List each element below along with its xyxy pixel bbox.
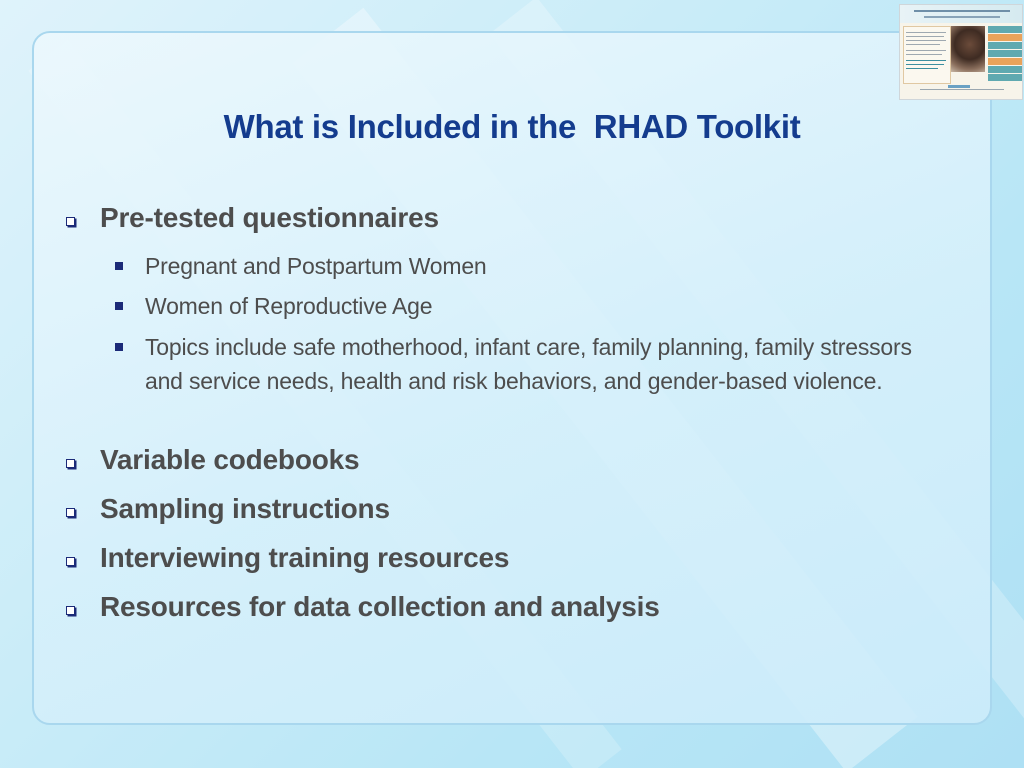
thumbnail-menu-item	[988, 58, 1022, 65]
thumbnail-text-line	[906, 68, 938, 69]
filled-square-bullet-icon	[115, 302, 123, 310]
thumbnail-text-line	[906, 32, 946, 33]
thumbnail-title-line	[914, 10, 1010, 12]
thumbnail-text-line	[906, 36, 944, 37]
thumbnail-text-line	[906, 54, 942, 55]
thumbnail-menu-item	[988, 26, 1022, 33]
square-bullet-icon	[66, 217, 75, 226]
thumbnail-footer-line	[920, 89, 1004, 90]
thumbnail-menu-item	[988, 42, 1022, 49]
bullet-pre-tested-questionnaires: Pre-tested questionnaires	[100, 202, 439, 233]
bullet-sampling-instructions: Sampling instructions	[100, 493, 390, 524]
thumbnail-photo	[951, 26, 985, 72]
square-bullet-icon	[66, 508, 75, 517]
sub-bullet-reproductive-age: Women of Reproductive Age	[145, 293, 433, 319]
thumbnail-title-line	[924, 16, 1000, 18]
bullet-variable-codebooks: Variable codebooks	[100, 444, 360, 475]
square-bullet-icon	[66, 606, 75, 615]
thumbnail-text-line	[906, 60, 946, 61]
bullet-data-collection-analysis: Resources for data collection and analysis	[100, 591, 660, 622]
thumbnail-header	[900, 5, 1023, 23]
thumbnail-menu-item	[988, 50, 1022, 57]
thumbnail-text-box	[903, 26, 951, 84]
thumbnail-text-line	[906, 44, 940, 45]
thumbnail-menu-item	[988, 66, 1022, 73]
filled-square-bullet-icon	[115, 262, 123, 270]
thumbnail-text-line	[906, 64, 944, 65]
filled-square-bullet-icon	[115, 343, 123, 351]
thumbnail-menu-item	[988, 34, 1022, 41]
toolkit-cover-thumbnail	[899, 4, 1023, 100]
thumbnail-logo	[948, 85, 970, 88]
square-bullet-icon	[66, 557, 75, 566]
bullet-interviewing-training: Interviewing training resources	[100, 542, 510, 573]
thumbnail-text-line	[906, 50, 946, 51]
sub-bullet-pregnant-postpartum: Pregnant and Postpartum Women	[145, 253, 487, 279]
square-bullet-icon	[66, 459, 75, 468]
thumbnail-menu-item	[988, 74, 1022, 81]
sub-bullet-topics: Topics include safe motherhood, infant care, family planning, family stressors and service needs, health and risk behaviors, and gender-based violence.	[145, 334, 912, 394]
thumbnail-side-menu	[988, 26, 1022, 84]
thumbnail-text-line	[906, 40, 946, 41]
slide-title: What is Included in the RHAD Toolkit	[223, 108, 801, 145]
